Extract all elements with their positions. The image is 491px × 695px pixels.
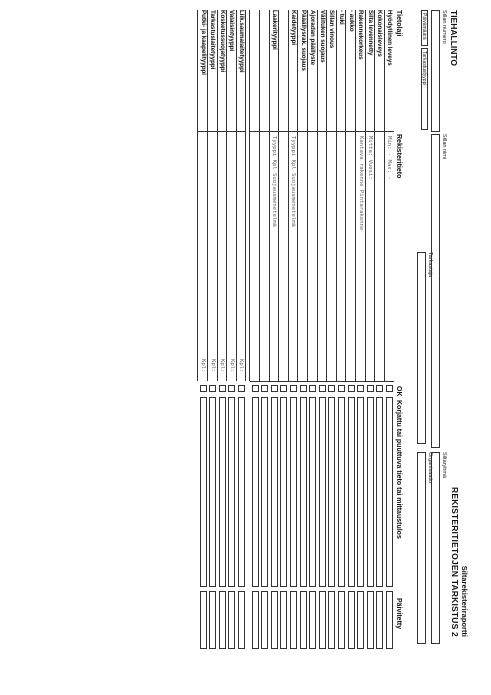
ok-checkbox[interactable]	[238, 385, 245, 392]
updated-field[interactable]	[367, 591, 374, 649]
updated-field[interactable]	[290, 591, 297, 649]
ok-checkbox[interactable]	[219, 385, 226, 392]
row-label: Välituken suojaus	[318, 10, 326, 63]
bridge-number-field[interactable]	[431, 10, 440, 132]
row-label: Sillan vinous	[328, 10, 336, 49]
row-divider	[207, 10, 208, 381]
correction-field[interactable]	[376, 397, 383, 587]
correction-field[interactable]	[290, 397, 297, 587]
count-label: Kpl:	[219, 359, 226, 373]
report-title: Siltarekisteriraportti	[460, 565, 469, 637]
correction-field[interactable]	[271, 397, 278, 587]
row-register-value: Kantava rakenne Pintarakenne	[357, 136, 364, 231]
ok-checkbox[interactable]	[261, 385, 268, 392]
updated-field[interactable]	[300, 591, 307, 649]
row-divider	[278, 10, 279, 381]
equipment-label: Putki- ja kaapelityyppi	[199, 10, 207, 75]
updated-field[interactable]	[357, 591, 364, 649]
correction-field[interactable]	[338, 397, 345, 587]
updated-field[interactable]	[271, 591, 278, 649]
row-divider	[336, 10, 337, 381]
col-header-korjattu: Korjattu tai puuttuva tieto tai mittaustulos	[395, 400, 402, 539]
correction-field[interactable]	[209, 397, 216, 587]
equipment-label: Valaisintyyppi	[228, 10, 236, 52]
inspector-field[interactable]	[417, 252, 426, 444]
col-header-rekisteritieto: Rekisteritieto	[395, 134, 402, 179]
correction-field[interactable]	[348, 397, 355, 587]
updated-field[interactable]	[376, 591, 383, 649]
row-register-value: Tyyppi Kpl Suojausmenetelmä	[271, 136, 278, 227]
ok-checkbox[interactable]	[348, 385, 355, 392]
organization-title: TIEHALLINTO	[449, 10, 459, 67]
column-divider	[250, 381, 394, 382]
row-divider	[365, 10, 366, 381]
row-register-value: Min: - Max: -	[386, 136, 393, 180]
row-label: Silta levennetty	[366, 10, 374, 56]
correction-field[interactable]	[252, 397, 259, 587]
ok-checkbox[interactable]	[271, 385, 278, 392]
ok-checkbox[interactable]	[367, 385, 374, 392]
row-divider	[307, 10, 308, 381]
ok-checkbox[interactable]	[300, 385, 307, 392]
row-divider	[374, 10, 375, 381]
row-divider	[317, 10, 318, 381]
correction-field[interactable]	[386, 397, 393, 587]
correction-field[interactable]	[219, 397, 226, 587]
report-subtitle: REKISTERITIETOJEN TARKISTUS 2	[450, 486, 460, 637]
section-divider	[246, 10, 247, 381]
date-field[interactable]: Päivämäärä	[421, 10, 428, 46]
updated-field[interactable]	[309, 591, 316, 649]
equipment-label: Liik.saumalaitetyyppi	[238, 10, 245, 73]
ok-checkbox[interactable]	[209, 385, 216, 392]
row-divider	[326, 10, 327, 381]
correction-field[interactable]	[328, 397, 335, 587]
inspection-type-field[interactable]: Tarkastustyyppi	[421, 48, 428, 130]
updated-field[interactable]	[386, 591, 393, 649]
organization-field[interactable]	[417, 452, 426, 644]
row-label: - tuki	[338, 10, 345, 25]
row-divider	[226, 10, 227, 381]
correction-field[interactable]	[228, 397, 235, 587]
correction-field[interactable]	[200, 397, 207, 587]
correction-field[interactable]	[357, 397, 364, 587]
col-header-paivitetty: Päivitetty	[395, 598, 402, 630]
ok-checkbox[interactable]	[386, 385, 393, 392]
row-divider	[355, 10, 356, 381]
row-divider	[288, 10, 289, 381]
updated-field[interactable]	[348, 591, 355, 649]
row-label: Rakennekorkeus	[357, 10, 365, 60]
count-label: Kpl:	[228, 359, 235, 373]
updated-field[interactable]	[338, 591, 345, 649]
col-header-ok: OK	[395, 386, 402, 397]
ok-checkbox[interactable]	[290, 385, 297, 392]
correction-field[interactable]	[261, 397, 268, 587]
row-label: Hyödyllinen leveys	[386, 10, 393, 66]
correction-field[interactable]	[319, 397, 326, 587]
ok-checkbox[interactable]	[338, 385, 345, 392]
bridge-name-label: Sillan nimi	[441, 134, 447, 160]
correction-field[interactable]	[309, 397, 316, 587]
updated-field[interactable]	[280, 591, 287, 649]
equipment-label: Tarkastuslaitetyyppi	[209, 10, 217, 70]
updated-field[interactable]	[261, 591, 268, 649]
bridge-group-label: Siltaryhmä	[441, 452, 447, 478]
updated-field[interactable]	[200, 591, 207, 649]
count-label: Kpl:	[209, 359, 216, 373]
updated-field[interactable]	[228, 591, 235, 649]
organization-label: Organisaatio	[427, 452, 433, 484]
correction-field[interactable]	[300, 397, 307, 587]
ok-checkbox[interactable]	[376, 385, 383, 392]
updated-field[interactable]	[238, 591, 245, 649]
column-divider	[250, 131, 394, 132]
updated-field[interactable]	[252, 591, 259, 649]
ok-checkbox[interactable]	[328, 385, 335, 392]
row-divider	[384, 10, 385, 381]
correction-field[interactable]	[367, 397, 374, 587]
row-register-value: Tyyppi Kpl Suojausmenetelmä	[290, 136, 297, 227]
updated-field[interactable]	[319, 591, 326, 649]
updated-field[interactable]	[219, 591, 226, 649]
updated-field[interactable]	[328, 591, 335, 649]
row-label: Kokonaisleveys	[376, 10, 384, 57]
row-divider	[198, 10, 199, 381]
ok-checkbox[interactable]	[357, 385, 364, 392]
row-label: Laakerityyppi	[270, 10, 278, 50]
count-label: Kpl:	[238, 359, 245, 373]
row-divider	[236, 10, 237, 381]
row-label: Pääällysrak. suojaus	[299, 10, 307, 71]
row-divider	[217, 10, 218, 381]
ok-checkbox[interactable]	[280, 385, 287, 392]
ok-checkbox[interactable]	[319, 385, 326, 392]
row-divider	[259, 10, 260, 381]
inspector-label: Tarkastaja	[427, 252, 433, 278]
correction-field[interactable]	[238, 397, 245, 587]
row-divider	[298, 10, 299, 381]
row-divider	[250, 10, 251, 381]
row-divider	[269, 10, 270, 381]
row-label: Ajoradan päällyste	[309, 10, 317, 66]
ok-checkbox[interactable]	[309, 385, 316, 392]
column-divider	[198, 131, 246, 132]
row-register-value: Mitta: Vuosi:	[367, 136, 374, 180]
row-label: Kaidetyyppi	[290, 10, 297, 46]
ok-checkbox[interactable]	[200, 385, 207, 392]
count-label: Kpl:	[200, 359, 207, 373]
bridge-number-label: Sillan numero	[441, 10, 447, 44]
bridge-name-field[interactable]	[431, 134, 440, 448]
updated-field[interactable]	[209, 591, 216, 649]
ok-checkbox[interactable]	[228, 385, 235, 392]
col-header-tietolaji: Tietolaji	[395, 10, 402, 37]
row-divider	[346, 10, 347, 381]
correction-field[interactable]	[280, 397, 287, 587]
ok-checkbox[interactable]	[252, 385, 259, 392]
row-label: - aukko	[347, 10, 355, 32]
equipment-label: Kosketussuojatyyppi	[218, 10, 226, 73]
